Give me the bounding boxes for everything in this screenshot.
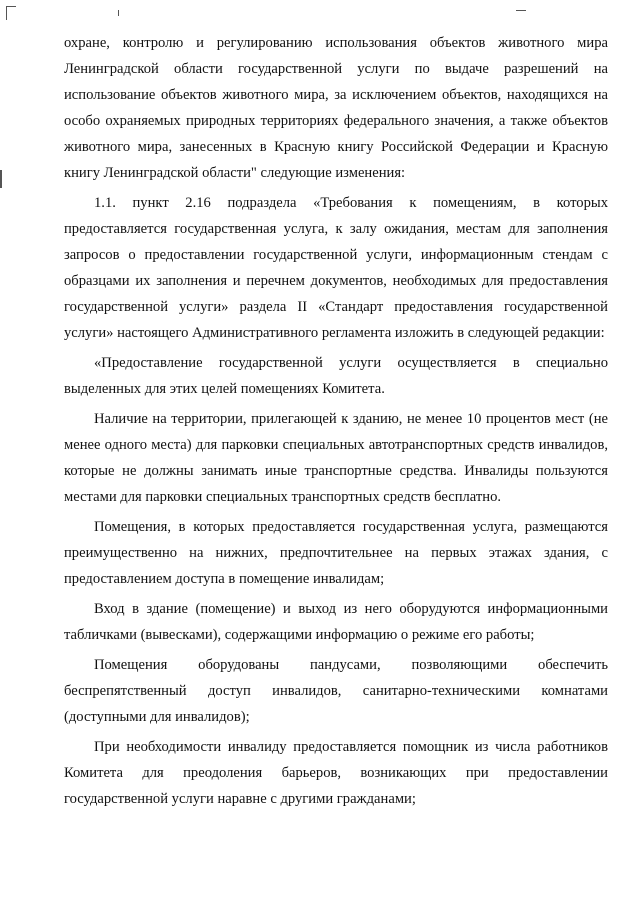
- paragraph-6: Вход в здание (помещение) и выход из него оборудуются информационными табличками (вывесками), содержащими информацию о режиме его работы;: [64, 601, 608, 643]
- paragraph-5: Помещения, в которых предоставляется государственная услуга, размещаются преимущественно на нижних, предпочтительнее на первых этажах здания, с предоставлением доступа в помещение инвалидам;: [64, 519, 608, 587]
- scan-mark-top-center: [118, 10, 119, 16]
- paragraph-2: 1.1. пункт 2.16 подраздела «Требования к помещениям, в которых предоставляется государственная услуга, к залу ожидания, местам для заполнения запросов о предоставлении государственной услуги, информационным стендам с образцами их заполнения и перечнем документов, необходимых для предоставления государственной услуги» раздела II «Стандарт предоставления государственной услуги» настоящего Административного регламента изложить в следующей редакции:: [64, 195, 608, 341]
- paragraph-4: Наличие на территории, прилегающей к зданию, не менее 10 процентов мест (не менее одного места) для парковки специальных автотранспортных средств инвалидов, которые не должны занимать иные транспортные средства. Инвалиды пользуются местами для парковки специальных транспортных средств бесплатно.: [64, 411, 608, 505]
- scan-mark-top-left-h: [6, 6, 16, 7]
- scan-mark-top-left: [6, 6, 7, 20]
- scan-mark-left-edge: [0, 170, 2, 188]
- paragraph-8: При необходимости инвалиду предоставляется помощник из числа работников Комитета для преодоления барьеров, возникающих при предоставлении государственной услуги наравне с другими гражданами;: [64, 739, 608, 807]
- paragraph-1: охране, контролю и регулированию использования объектов животного мира Ленинградской области государственной услуги по выдаче разрешений на использование объектов животного мира, за исключением объектов, находящихся на особо охраняемых природных территориях федерального значения, а также объектов животного мира, занесенных в Красную книгу Российской Федерации и Красную книгу Ленинградской области" следующие изменения:: [64, 35, 608, 181]
- scan-mark-top-right: [516, 10, 526, 11]
- paragraph-7: Помещения оборудованы пандусами, позволяющими обеспечить беспрепятственный доступ инвалидов, санитарно-техническими комнатами (доступными для инвалидов);: [64, 657, 608, 725]
- document-body: [64, 30, 608, 816]
- paragraph-3: «Предоставление государственной услуги осуществляется в специально выделенных для этих целей помещениях Комитета.: [64, 355, 608, 397]
